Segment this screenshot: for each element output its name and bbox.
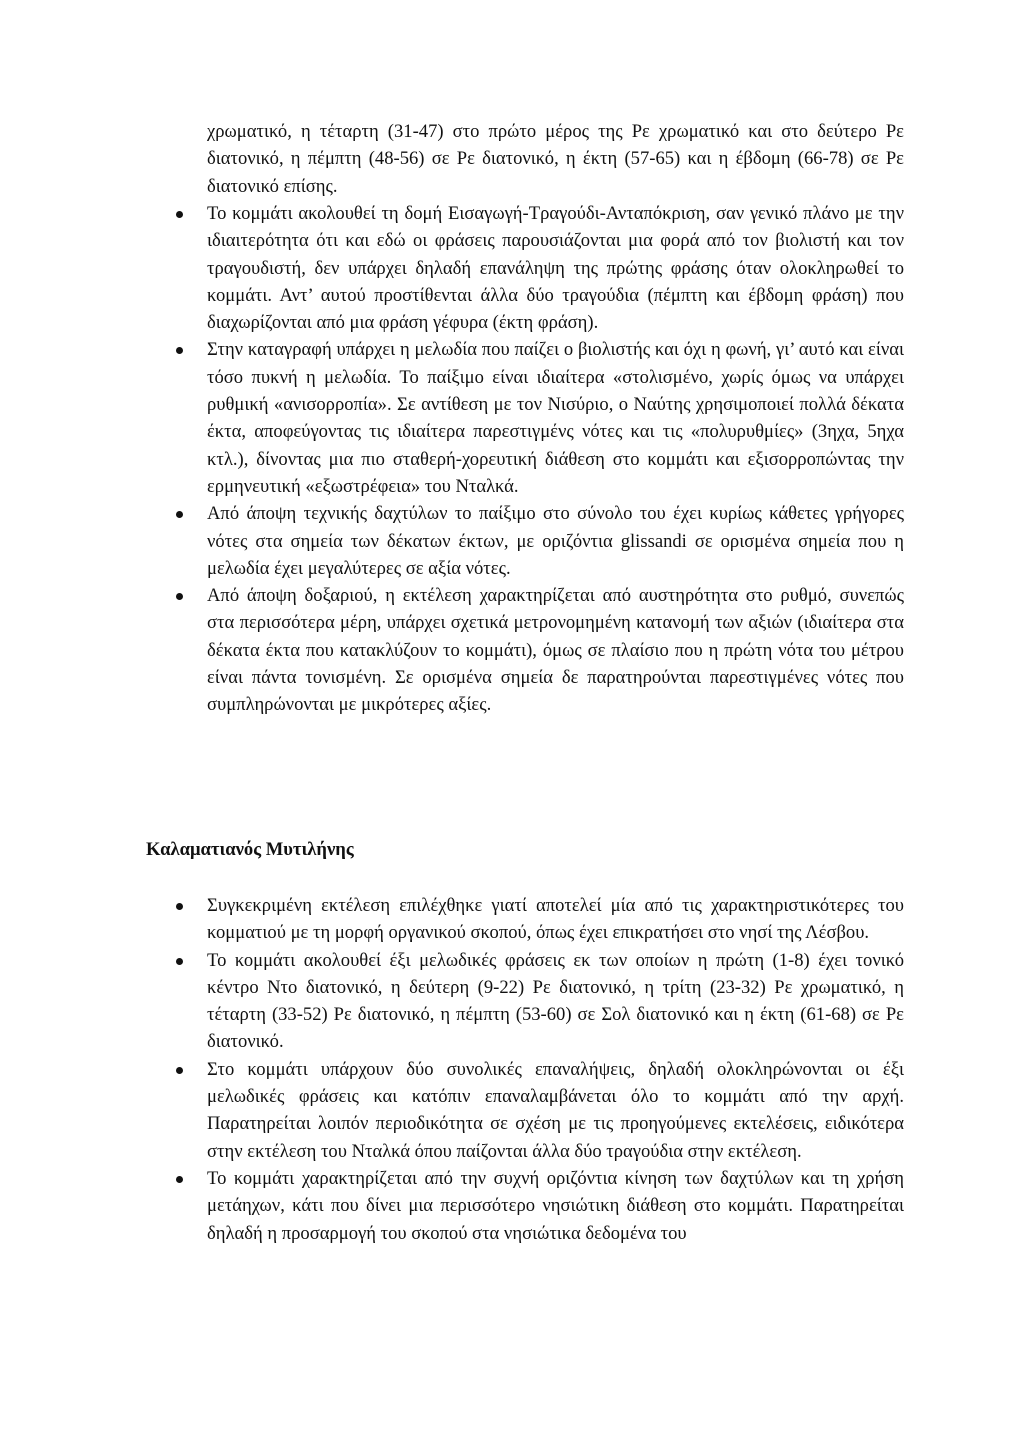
list-item [0,582,904,718]
list-item-text: Το κομμάτι χαρακτηρίζεται από την συχνή οριζόντια κίνηση των δαχτύλων και τη χρήση μετάηχων, κάτι που δίνει μια περισσότερο νησιώτικη διάθεση στο κομμάτι. Παρατηρείται δηλαδή η προσαρμογή του σκοπού στα νησιώτικα δεδομένα του [207,1167,904,1244]
list-item [0,947,904,1056]
bullet-icon [176,593,183,600]
list-item-text: Το κομμάτι ακολουθεί τη δομή Εισαγωγή-Τραγούδι-Ανταπόκριση, σαν γενικό πλάνο με την ιδιαιτερότητα ότι και εδώ οι φράσεις παρουσιάζονται μια φορά από τον βιολιστή και τον τραγουδιστή, δεν υπάρχει δηλαδή επανάληψη της πρώτης φράσης όταν ολοκληρωθεί το κομμάτι. Αντ’ αυτού προστίθενται άλλα δύο τραγούδια (πέμπτη και έβδομη φράση) που διαχωρίζονται από μια φράση γέφυρα (έκτη φράση). [207,203,904,334]
bullet-icon [176,958,183,965]
list-item [0,336,904,500]
bullet-icon [176,1176,183,1183]
continuation-paragraph: χρωματικό, η τέταρτη (31-47) στο πρώτο μέρος της Ρε χρωματικό και στο δεύτερο Ρε διατονικό, η πέμπτη (48-56) σε Ρε διατονικό, η έκτη (57-65) και η έβδομη (66-78) σε Ρε διατονικό επίσης. [207,121,904,197]
list-item [0,200,904,336]
list-item-text: Συγκεκριμένη εκτέλεση επιλέχθηκε γιατί αποτελεί μία από τις χαρακτηριστικότερες του κομματιού με τη μορφή οργανικού σκοπού, όπως έχει επικρατήσει στο νησί της Λέσβου. [207,895,904,944]
bullet-icon [176,347,183,354]
list-item [0,892,904,947]
bullet-icon [176,903,183,910]
list-item-text: Στο κομμάτι υπάρχουν δύο συνολικές επαναλήψεις, δηλαδή ολοκληρώνονται οι έξι μελωδικές φράσεις και κατόπιν επαναλαμβάνεται όλο το κομμάτι από την αρχή. Παρατηρείται λοιπόν περιοδικότητα σε σχέση με τις προηγούμενες εκτελέσεις, ειδικότερα στην εκτέλεση του Νταλκά όπου παίζονται άλλα δύο τραγούδια στην εκτέλεση. [207,1058,904,1162]
bullet-list-first [0,200,1024,719]
list-item [0,500,904,582]
list-item [0,1165,904,1247]
bullet-list-second [0,892,1024,1247]
bullet-icon [176,211,183,218]
bullet-icon [176,1067,183,1074]
list-item-text: Το κομμάτι ακολουθεί έξι μελωδικές φράσεις εκ των οποίων η πρώτη (1-8) έχει τονικό κέντρο Ντο διατονικό, η δεύτερη (9-22) Ρε διατονικό, η τρίτη (23-32) Ρε χρωματικό, η τέταρτη (33-52) Ρε διατονικό, η πέμπτη (53-60) σε Σολ διατονικό και η έκτη (61-68) σε Ρε διατονικό. [207,949,904,1053]
list-item-text: Από άποψη τεχνικής δαχτύλων το παίξιμο στο σύνολο του έχει κυρίως κάθετες γρήγορες νότες στα σημεία των δέκατων έκτων, με οριζόντια glissandi σε ορισμένα σημεία που η μελωδία έχει μεγαλύτερες σε αξία νότες. [207,503,904,579]
bullet-icon [176,511,183,518]
section-heading: Καλαματιανός Μυτιλήνης [146,839,354,860]
list-item-text: Από άποψη δοξαριού, η εκτέλεση χαρακτηρίζεται από αυστηρότητα στο ρυθμό, συνεπώς στα περισσότερα μέρη, υπάρχει σχετικά μετρονομημένη κατανομή των αξιών (ιδιαίτερα στα δέκατα έκτα που κατακλύζουν το κομμάτι), όμως σε πλαίσιο που η πρώτη νότα του μέτρου είναι πάντα τονισμένη. Σε ορισμένα σημεία δε παρατηρούνται παρεστιγμένες νότες που συμπληρώνονται με μικρότερες αξίες. [207,585,904,716]
list-item [0,1056,904,1165]
list-item-text: Στην καταγραφή υπάρχει η μελωδία που παίζει ο βιολιστής και όχι η φωνή, γι’ αυτό και είναι τόσο πυκνή η μελωδία. Το παίξιμο είναι ιδιαίτερα «στολισμένο, χωρίς όμως να υπάρχει ρυθμική «ανισορροπία». Σε αντίθεση με τον Νισύριο, ο Ναύτης χρησιμοποιεί πολλά δέκατα έκτα, αποφεύγοντας τις ιδιαίτερα παρεστιγμένς νότες και τις «πολυρυθμίες» (3ηχα, 5ηχα κτλ.), δίνοντας μια πιο σταθερή-χορευτική διάθεση στο κομμάτι και εξισορροπώντας την ερμηνευτική «εξωστρέφεια» του Νταλκά. [207,339,904,497]
